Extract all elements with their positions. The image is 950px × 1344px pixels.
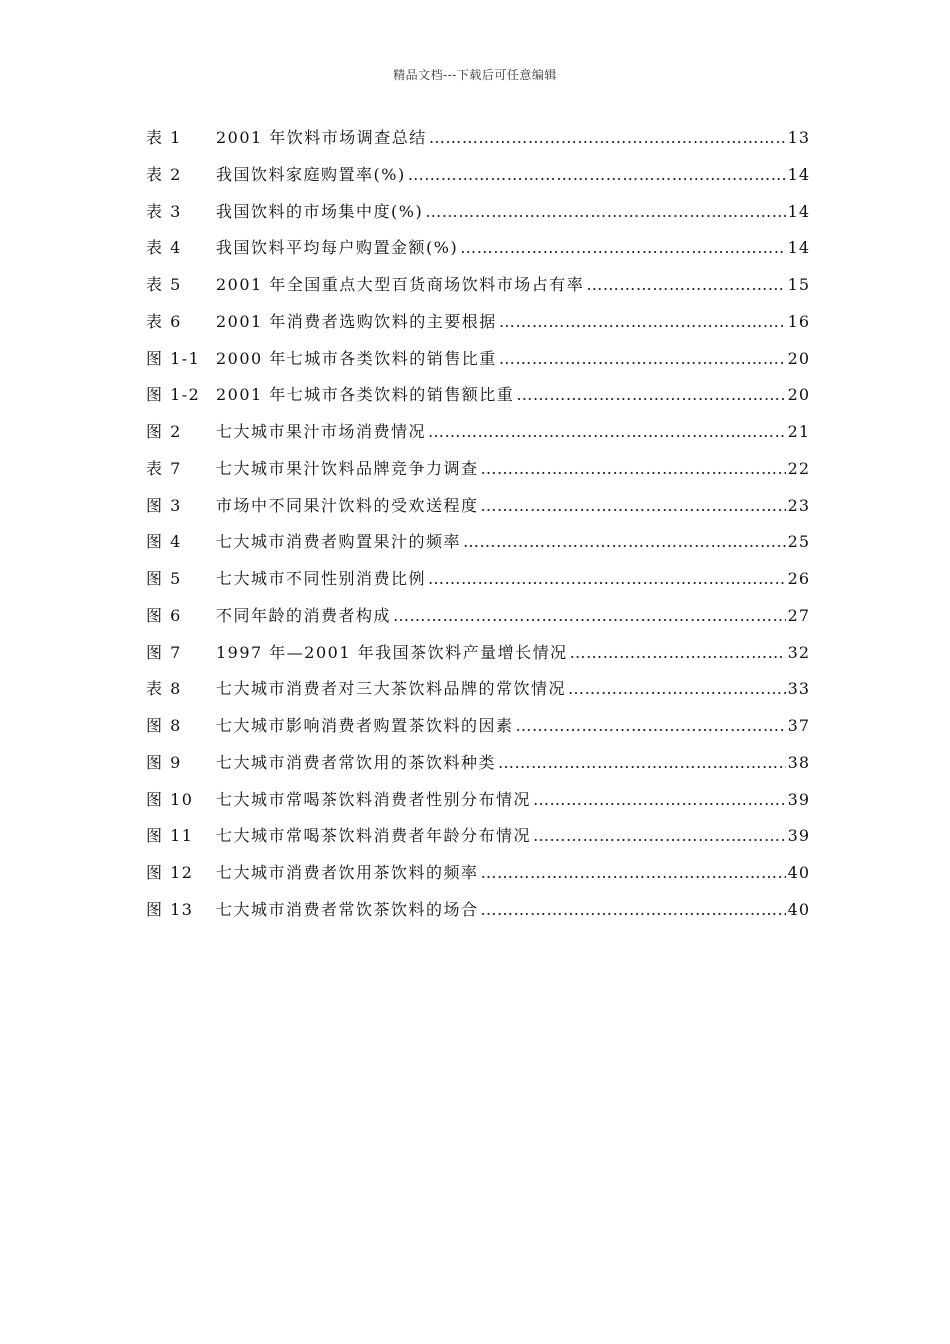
toc-entry-title: 七大城市常喝茶饮料消费者年龄分布情况	[216, 826, 532, 846]
toc-entry-label: 图 5	[146, 569, 182, 588]
toc-entry	[146, 712, 810, 749]
toc-entry-title: 不同年龄的消费者构成	[216, 605, 392, 625]
toc-entry-label: 表 7	[146, 458, 182, 478]
toc-entry	[146, 859, 810, 896]
toc-entry	[146, 418, 810, 455]
toc-entry-label: 图 11	[146, 826, 194, 846]
toc-entry-title: 七大城市常喝茶饮料消费者性别分布情况	[216, 789, 532, 809]
dot-leader	[570, 639, 786, 667]
dot-leader	[460, 234, 785, 262]
toc-entry	[146, 308, 810, 345]
toc-entry-page: 26	[787, 569, 810, 588]
toc-entry-page: 39	[787, 826, 810, 846]
toc-entry-title: 市场中不同果汁饮料的受欢送程度	[216, 495, 479, 515]
toc-entry-label: 表 4	[146, 238, 182, 258]
toc-entry-page: 15	[787, 275, 810, 294]
dot-leader	[481, 896, 786, 924]
toc-entry-page: 40	[787, 863, 810, 882]
toc-entry-title: 七大城市果汁市场消费情况	[216, 422, 427, 441]
toc-entry	[146, 198, 810, 235]
toc-entry-title: 我国饮料家庭购置率(%)	[216, 164, 406, 184]
toc-entry-page: 16	[787, 311, 810, 331]
toc-entry-page: 14	[787, 164, 810, 184]
dot-leader	[516, 381, 785, 409]
toc-entry-page: 40	[787, 899, 810, 919]
toc-entry-page: 13	[787, 128, 810, 147]
toc-entry-label: 图 6	[146, 605, 182, 625]
dot-leader	[498, 749, 786, 777]
dot-leader	[499, 345, 786, 373]
toc-entry-label: 表 8	[146, 679, 182, 699]
dot-leader	[586, 271, 785, 299]
dot-leader	[428, 418, 786, 446]
toc-entry	[146, 492, 810, 529]
toc-entry-label: 表 5	[146, 275, 182, 294]
dot-leader	[568, 675, 786, 703]
toc-entry	[146, 234, 810, 271]
toc-entry-title: 七大城市果汁饮料品牌竞争力调查	[216, 458, 479, 478]
toc-entry-label: 图 1-1	[146, 348, 201, 368]
dot-leader	[499, 308, 786, 336]
toc-entry-label: 表 3	[146, 201, 182, 221]
dot-leader	[481, 492, 786, 520]
toc-entry-label: 图 12	[146, 863, 194, 882]
dot-leader	[393, 602, 786, 630]
toc-entry-label: 图 13	[146, 899, 194, 919]
toc-entry	[146, 896, 810, 933]
toc-entry	[146, 381, 810, 418]
toc-entry-page: 14	[787, 238, 810, 258]
toc-entry-label: 图 8	[146, 716, 182, 735]
toc-entry-page: 14	[787, 201, 810, 221]
toc-entry-title: 七大城市影响消费者购置茶饮料的因素	[216, 716, 514, 735]
toc-entry	[146, 639, 810, 676]
toc-entry-page: 22	[787, 458, 810, 478]
toc-entry-page: 37	[787, 716, 810, 735]
toc-entry-label: 图 10	[146, 789, 194, 809]
toc-entry-title: 2001 年全国重点大型百货商场饮料市场占有率	[216, 275, 585, 294]
toc-entry-page: 21	[787, 422, 810, 441]
dot-leader	[408, 161, 786, 189]
dot-leader	[429, 124, 786, 152]
toc-entry	[146, 602, 810, 639]
toc-entry	[146, 822, 810, 859]
toc-entry-title: 2001 年七城市各类饮料的销售额比重	[216, 385, 515, 405]
dot-leader	[533, 786, 786, 814]
toc-entry-title: 我国饮料的市场集中度(%)	[216, 201, 424, 221]
dot-leader	[428, 565, 786, 593]
toc-entry	[146, 786, 810, 823]
toc-entry	[146, 749, 810, 786]
toc-entry-page: 25	[787, 532, 810, 552]
toc-entry-label: 图 3	[146, 495, 182, 515]
toc-entry	[146, 528, 810, 565]
toc-entry-title: 2001 年消费者选购饮料的主要根据	[216, 311, 497, 331]
toc-entry-label: 图 2	[146, 422, 182, 441]
toc-entry	[146, 565, 810, 602]
toc-entry-page: 27	[787, 605, 810, 625]
toc-entry-label: 图 1-2	[146, 385, 201, 405]
toc-entry-title: 七大城市消费者常饮茶饮料的场合	[216, 899, 479, 919]
toc-entry-title: 1997 年—2001 年我国茶饮料产量增长情况	[216, 642, 568, 662]
toc-entry	[146, 161, 810, 198]
toc-entry-page: 33	[787, 679, 810, 699]
dot-leader	[516, 712, 786, 740]
toc-entry-title: 我国饮料平均每户购置金额(%)	[216, 238, 459, 258]
toc-entry	[146, 345, 810, 382]
dot-leader	[533, 822, 786, 850]
toc-entry-label: 图 9	[146, 752, 182, 772]
toc-entry	[146, 271, 810, 308]
toc-entry-page: 32	[787, 642, 810, 662]
dot-leader	[481, 859, 786, 887]
toc-entry-page: 20	[787, 348, 810, 368]
toc-entry-title: 七大城市消费者常饮用的茶饮料种类	[216, 752, 497, 772]
dot-leader	[463, 528, 786, 556]
toc-entry-title: 2001 年饮料市场调查总结	[216, 128, 427, 147]
toc-entry-title: 2000 年七城市各类饮料的销售比重	[216, 348, 497, 368]
toc-entry	[146, 675, 810, 712]
toc-entry-label: 表 6	[146, 311, 182, 331]
toc-entry-page: 23	[787, 495, 810, 515]
toc-entry-page: 39	[787, 789, 810, 809]
toc-entry-title: 七大城市消费者购置果汁的频率	[216, 532, 462, 552]
toc-entry-page: 38	[787, 752, 810, 772]
list-of-figures-and-tables	[146, 124, 810, 933]
toc-entry-label: 表 2	[146, 164, 182, 184]
page-header: 精品文档---下载后可任意编辑	[393, 68, 557, 82]
toc-entry	[146, 124, 810, 161]
toc-entry	[146, 455, 810, 492]
toc-entry-label: 图 4	[146, 532, 182, 552]
toc-entry-title: 七大城市消费者饮用茶饮料的频率	[216, 863, 479, 882]
dot-leader	[425, 198, 785, 226]
dot-leader	[481, 455, 786, 483]
toc-entry-page: 20	[787, 385, 810, 405]
toc-entry-label: 表 1	[146, 128, 182, 147]
toc-entry-title: 七大城市不同性别消费比例	[216, 569, 427, 588]
toc-entry-title: 七大城市消费者对三大茶饮料品牌的常饮情况	[216, 679, 567, 699]
toc-entry-label: 图 7	[146, 642, 182, 662]
